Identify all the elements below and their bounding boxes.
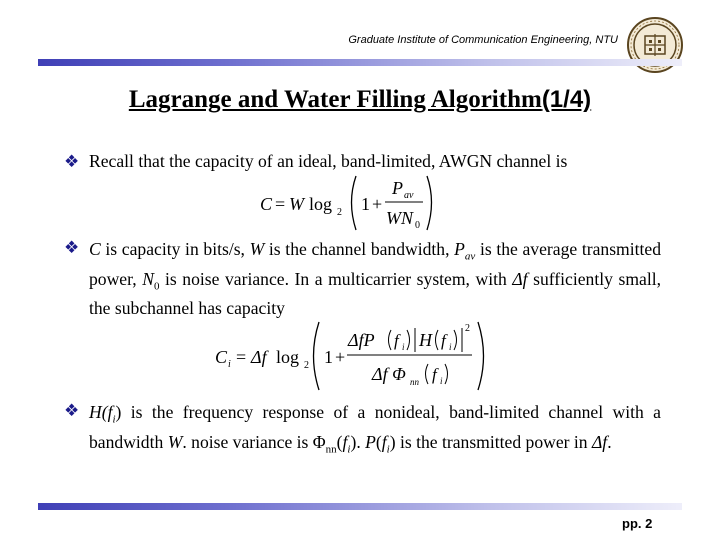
eq2-df: Δf [251,347,267,367]
diamond-bullet-icon: ❖ [64,238,80,257]
bullet-1-text: Recall that the capacity of an ideal, band-limited, AWGN channel is [89,151,568,171]
header-institute: Graduate Institute of Communication Engineering, NTU [348,34,618,46]
eq2-lhs-sub: i [228,359,231,370]
footer-divider-bar [38,503,682,510]
subchannel-capacity-equation [210,318,500,399]
eq2-plus: + [335,347,346,367]
eq1-den: WN [386,208,413,228]
eq1-num: P [392,178,403,198]
eq1-log-sub: 2 [337,207,342,218]
eq1-den-sub: 0 [415,220,420,231]
eq2-log: log [276,347,300,367]
eq2-den1: Δf Φ [372,364,406,384]
slide-title [0,86,720,114]
eq2-lhs: C [215,347,228,367]
eq2-den1-sub: nn [410,377,419,387]
eq1-num-sub: av [404,190,414,201]
eq2-log-sub: 2 [304,360,309,371]
title-suffix: (1/4) [541,86,592,113]
diamond-bullet-icon: ❖ [64,152,80,171]
eq1-lhs: C [260,194,273,214]
page-number: pp. 2 [622,516,653,531]
eq2-den2-sub: i [440,376,443,386]
eq2-num4: f [441,331,446,350]
header-divider-bar [38,59,682,66]
eq2-den2: f [432,365,437,384]
eq2-num1: ΔfP [348,330,375,350]
eq2-equals: = [236,347,247,367]
eq2-num-exp: 2 [465,323,470,334]
diamond-bullet-icon: ❖ [64,401,80,420]
eq1-w: W [289,194,304,214]
eq2-one: 1 [324,347,333,367]
title-main: Lagrange and Water Filling Algorithm [128,86,542,113]
eq2-num2: f [394,331,399,350]
bullet-3-text: $H(f_i)$ is the frequency response of a nonideal, band-limited channel with a bandwidth W. noise variance is $\Phi_{nn}(f_i)$. $P(f_i)$ is the transmitted power in Δf. [89,402,661,456]
eq2-num4-sub: i [449,342,452,352]
eq1-plus: + [372,194,383,214]
eq2-num3: H [419,330,432,350]
eq1-equals: = [275,194,286,214]
eq1-one: 1 [361,194,370,214]
eq2-num2-sub: i [402,342,405,352]
capacity-equation [255,172,445,239]
bullet-2-text: C is capacity in bits/s, W is the channel bandwidth, $P_{av}$ is the average transmitted power, $N_0$ is noise variance. In a multicarrier system, with Δf sufficiently small, the subchannel has capacity [89,239,661,319]
eq1-log: log [309,194,333,214]
